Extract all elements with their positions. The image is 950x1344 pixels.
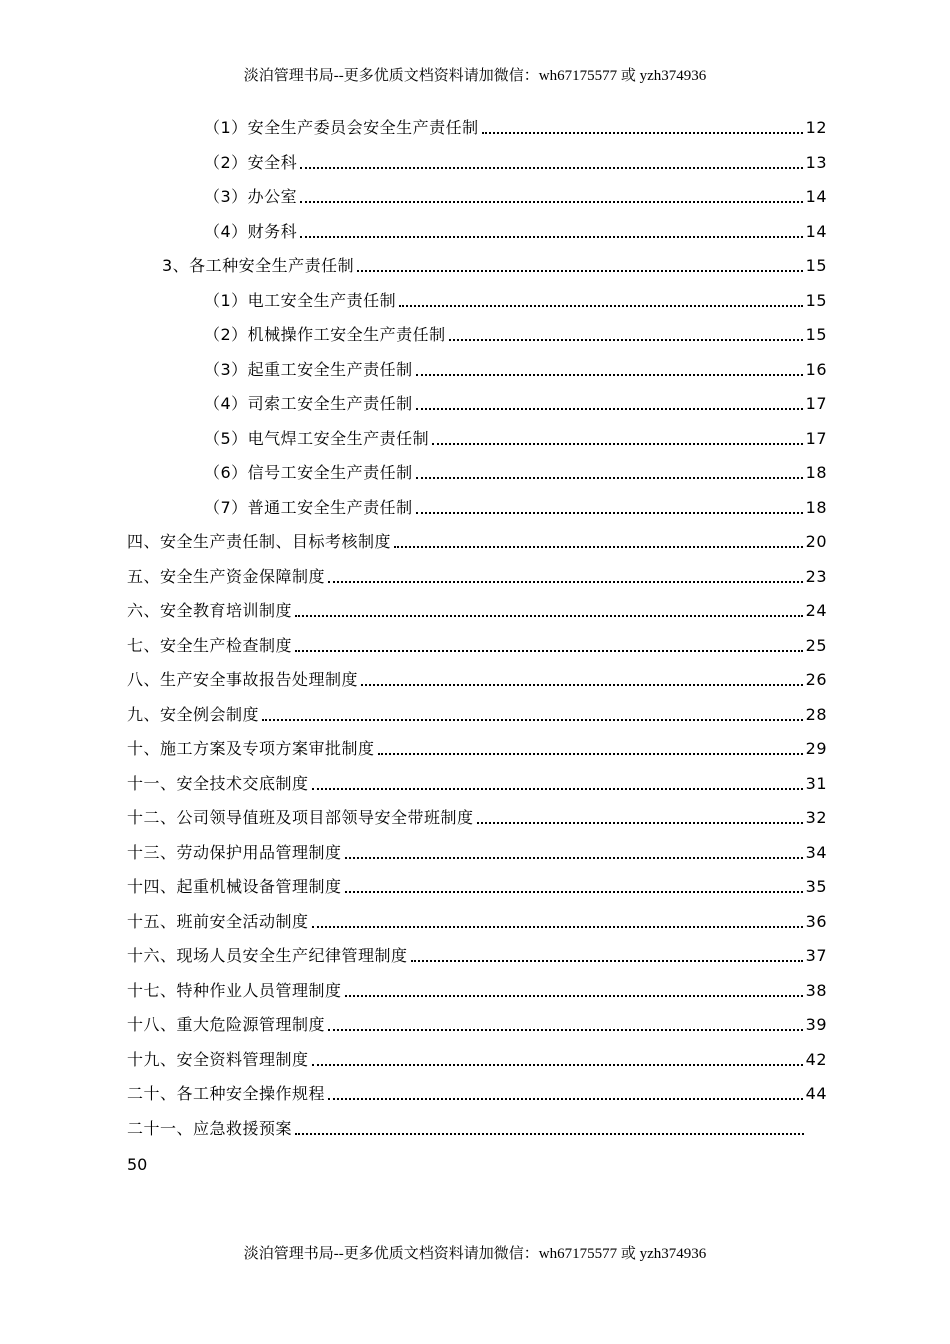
toc-entry-title: 十六、现场人员安全生产纪律管理制度 [127,946,408,965]
toc-entry[interactable] [204,184,827,208]
toc-entry-page-number: 18 [805,497,827,517]
toc-entry-title: 八、生产安全事故报告处理制度 [127,670,359,689]
toc-entry-page-number: 35 [805,877,827,896]
toc-entry-page-number: 15 [805,325,827,344]
toc-entry[interactable] [204,288,827,312]
toc-dot-leader [300,201,802,203]
toc-dot-leader [328,1029,803,1031]
toc-dot-leader [449,339,803,341]
toc-entry-title: （4）司索工安全生产责任制 [204,394,413,413]
toc-dot-leader [361,684,803,686]
toc-entry-page-number: 39 [805,1015,827,1034]
toc-entry[interactable] [204,426,827,450]
toc-dot-leader [328,1098,803,1100]
toc-entry[interactable] [204,495,827,519]
toc-entry-title: （2）安全科 [204,152,298,172]
toc-entry[interactable] [127,805,827,829]
toc-entry[interactable] [127,909,827,933]
toc-entry[interactable] [127,874,827,898]
toc-entry-title: 六、安全教育培训制度 [127,601,293,620]
toc-entry[interactable] [204,150,827,174]
toc-entry-title: 十二、公司领导值班及项目部领导安全带班制度 [127,808,474,827]
toc-entry-title: （1）电工安全生产责任制 [204,290,397,310]
toc-entry[interactable] [204,219,827,243]
toc-entry-page-number: 20 [805,532,827,551]
toc-dot-leader [394,546,803,548]
page-footer: 淡泊管理书局--更多优质文档资料请加微信：wh67175577 或 yzh374936 [243,1246,707,1262]
toc-entry[interactable] [127,529,827,553]
toc-dot-leader [477,822,803,824]
toc-entry-title: 五、安全生产资金保障制度 [127,566,326,586]
toc-dot-leader [416,512,803,514]
toc-entry-page-number: 37 [805,946,827,965]
toc-dot-leader [300,167,802,169]
toc-entry-title: （2）机械操作工安全生产责任制 [204,325,446,344]
toc-entry-title: 十八、重大危险源管理制度 [127,1015,326,1034]
toc-entry-page-number: 32 [805,808,827,827]
toc-dot-leader [411,960,803,962]
toc-entry-title: 十、施工方案及专项方案审批制度 [127,739,375,758]
toc-entry[interactable] [204,357,827,381]
toc-entry[interactable] [127,1081,827,1105]
toc-dot-leader [295,615,803,617]
toc-entry-title: 十四、起重机械设备管理制度 [127,877,342,896]
toc-entry-page-number: 18 [805,463,827,482]
toc-dot-leader [416,477,803,479]
toc-entry[interactable] [127,633,827,657]
toc-entry-title: 十七、特种作业人员管理制度 [127,980,342,1000]
toc-entry-title: （1）安全生产委员会安全生产责任制 [204,118,479,137]
toc-entry-page-number: 24 [805,601,827,620]
toc-entry[interactable] [127,702,827,726]
toc-entry-title: 十一、安全技术交底制度 [127,773,309,793]
toc-entry-page-number: 34 [805,842,827,862]
toc-entry-title: 七、安全生产检查制度 [127,635,293,655]
toc-dot-leader [357,270,802,272]
toc-entry-title: 3、各工种安全生产责任制 [162,256,355,275]
toc-entry-title: （7）普通工安全生产责任制 [204,497,413,517]
toc-entry-page-number: 25 [805,635,827,655]
toc-wrapped-page-number: 50 [127,1155,148,1174]
toc-entry-title: 十三、劳动保护用品管理制度 [127,842,342,862]
toc-entry[interactable] [162,253,827,277]
toc-entry-page-number: 15 [805,290,827,310]
page-header: 淡泊管理书局--更多优质文档资料请加微信：wh67175577 或 yzh374936 [243,68,707,84]
toc-entry[interactable] [204,115,827,139]
toc-entry-page-number: 28 [805,704,827,724]
toc-dot-leader [482,132,803,134]
toc-dot-leader [416,408,803,410]
toc-entry[interactable] [127,771,827,795]
toc-dot-leader [300,236,802,238]
toc-dot-leader [262,719,803,721]
toc-entry[interactable] [204,391,827,415]
toc-entry-page-number: 26 [805,670,827,689]
toc-entry-page-number: 38 [805,980,827,1000]
toc-entry-title: （3）办公室 [204,187,298,206]
toc-entry[interactable] [127,840,827,864]
toc-entry-title: 十五、班前安全活动制度 [127,911,309,931]
toc-entry-page-number: 12 [805,118,827,137]
toc-entry-title: 四、安全生产责任制、目标考核制度 [127,532,392,551]
toc-dot-leader [312,788,803,790]
toc-entry-page-number: 17 [805,428,827,448]
toc-entry-page-number: 29 [805,739,827,758]
toc-dot-leader [345,995,803,997]
toc-entry[interactable] [204,460,827,484]
toc-dot-leader [345,891,803,893]
toc-entry-page-number: 42 [805,1049,827,1069]
toc-entry-title: 二十一、应急救援预案 [127,1118,293,1138]
toc-entry-title: （5）电气焊工安全生产责任制 [204,428,430,448]
toc-entry[interactable] [127,943,827,967]
toc-entry-title: 十九、安全资料管理制度 [127,1049,309,1069]
toc-entry-title: 九、安全例会制度 [127,704,260,724]
toc-entry-page-number: 15 [805,256,827,275]
toc-entry[interactable] [127,978,827,1002]
toc-entry[interactable] [204,322,827,346]
toc-dot-leader [312,926,803,928]
toc-dot-leader [399,305,802,307]
toc-dot-leader [345,857,803,859]
toc-entry[interactable] [127,1047,827,1071]
toc-entry[interactable] [127,736,827,760]
toc-entry[interactable] [127,1116,827,1140]
toc-dot-leader [328,581,803,583]
toc-entry-page-number: 17 [805,394,827,413]
toc-dot-leader [416,374,803,376]
toc-entry-page-number: 44 [805,1084,827,1103]
toc-entry-page-number: 14 [805,187,827,206]
toc-entry-page-number: 13 [805,152,827,172]
toc-dot-leader [432,443,802,445]
toc-entry-page-number: 14 [805,221,827,241]
toc-entry[interactable] [127,1012,827,1036]
toc-dot-leader [295,1133,804,1135]
toc-entry[interactable] [127,564,827,588]
toc-entry-title: （3）起重工安全生产责任制 [204,359,413,379]
toc-entry-page-number: 36 [805,911,827,931]
toc-entry-page-number: 16 [805,359,827,379]
toc-entry-title: 二十、各工种安全操作规程 [127,1084,326,1103]
toc-entry-title: （6）信号工安全生产责任制 [204,463,413,482]
toc-entry[interactable] [127,667,827,691]
toc-entry[interactable] [127,598,827,622]
toc-entry-page-number: 23 [805,566,827,586]
toc-entry-page-number: 31 [805,773,827,793]
toc-dot-leader [312,1064,803,1066]
toc-entry-title: （4）财务科 [204,221,298,241]
toc-dot-leader [295,650,803,652]
toc-dot-leader [378,753,803,755]
